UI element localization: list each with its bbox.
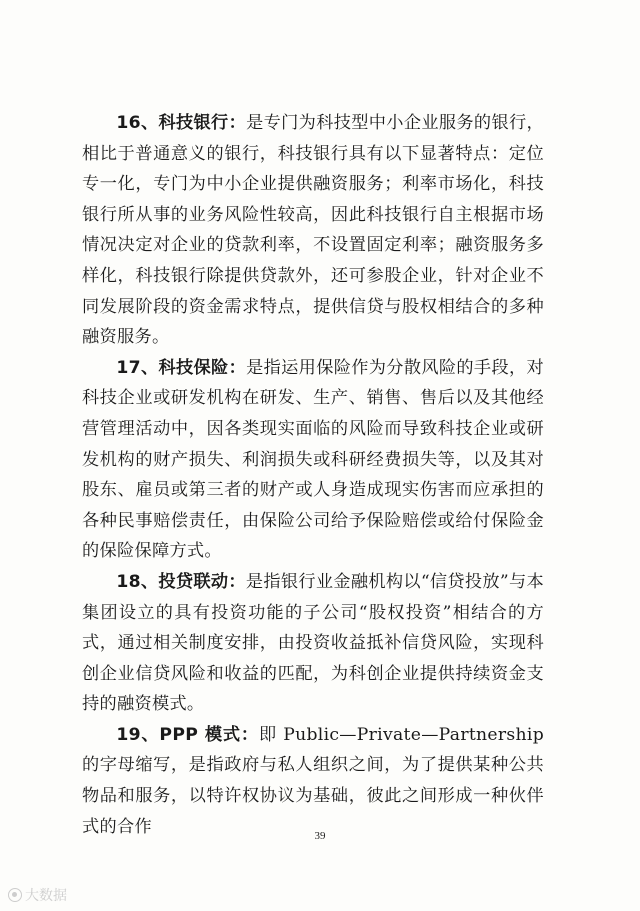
term-definition: 是指银行业金融机构以“信贷投放”与本集团设立的具有投资功能的子公司“股权投资”相结合的方式，通过相关制度安排，由投资收益抵补信贷风险，实现科创企业信贷风险和收益的匹配，为科创企业提供持续资金支持的融资模式。 [82, 571, 544, 715]
watermark-text: 大数据 [25, 888, 67, 904]
document-body [82, 108, 544, 842]
term-heading: 16、科技银行： [116, 113, 247, 133]
paragraph-17 [82, 353, 544, 567]
term-heading: 17、科技保险： [116, 357, 247, 378]
paragraph-19 [82, 720, 544, 842]
page-number: 39 [314, 830, 326, 842]
term-heading: 19、PPP 模式： [116, 724, 259, 745]
watermark [8, 885, 67, 905]
term-definition: 是指运用保险作为分散风险的手段，对科技企业或研发机构在研发、生产、销售、售后以及其他经营管理活动中，因各类现实面临的风险而导致科技企业或研发机构的财产损失、利润损失或科研经费损失等，以及其对股东、雇员或第三者的财产或人身造成现实伤害而应承担的各种民事赔偿责任，由保险公司给予保险赔偿或给付保险金的保险保障方式。 [82, 357, 544, 562]
term-definition: 是专门为科技型中小企业服务的银行，相比于普通意义的银行，科技银行具有以下显著特点：定位专一化，专门为中小企业提供融资服务；利率市场化，科技银行所从事的业务风险性较高，因此科技银行自主根据市场情况决定对企业的贷款利率，不设置固定利率；融资服务多样化，科技银行除提供贷款外，还可参股企业，针对企业不同发展阶段的资金需求特点，提供信贷与股权相结合的多种融资服务。 [82, 113, 544, 348]
paragraph-16 [82, 108, 544, 353]
weibo-like-icon [8, 888, 22, 902]
paragraph-18 [82, 567, 544, 720]
term-heading: 18、投贷联动： [116, 571, 246, 592]
term-definition: 即 Public—Private—Partnership 的字母缩写，是指政府与私人组织之间，为了提供某种公共物品和服务，以特许权协议为基础，彼此之间形成一种伙伴式的合作 [82, 724, 544, 837]
